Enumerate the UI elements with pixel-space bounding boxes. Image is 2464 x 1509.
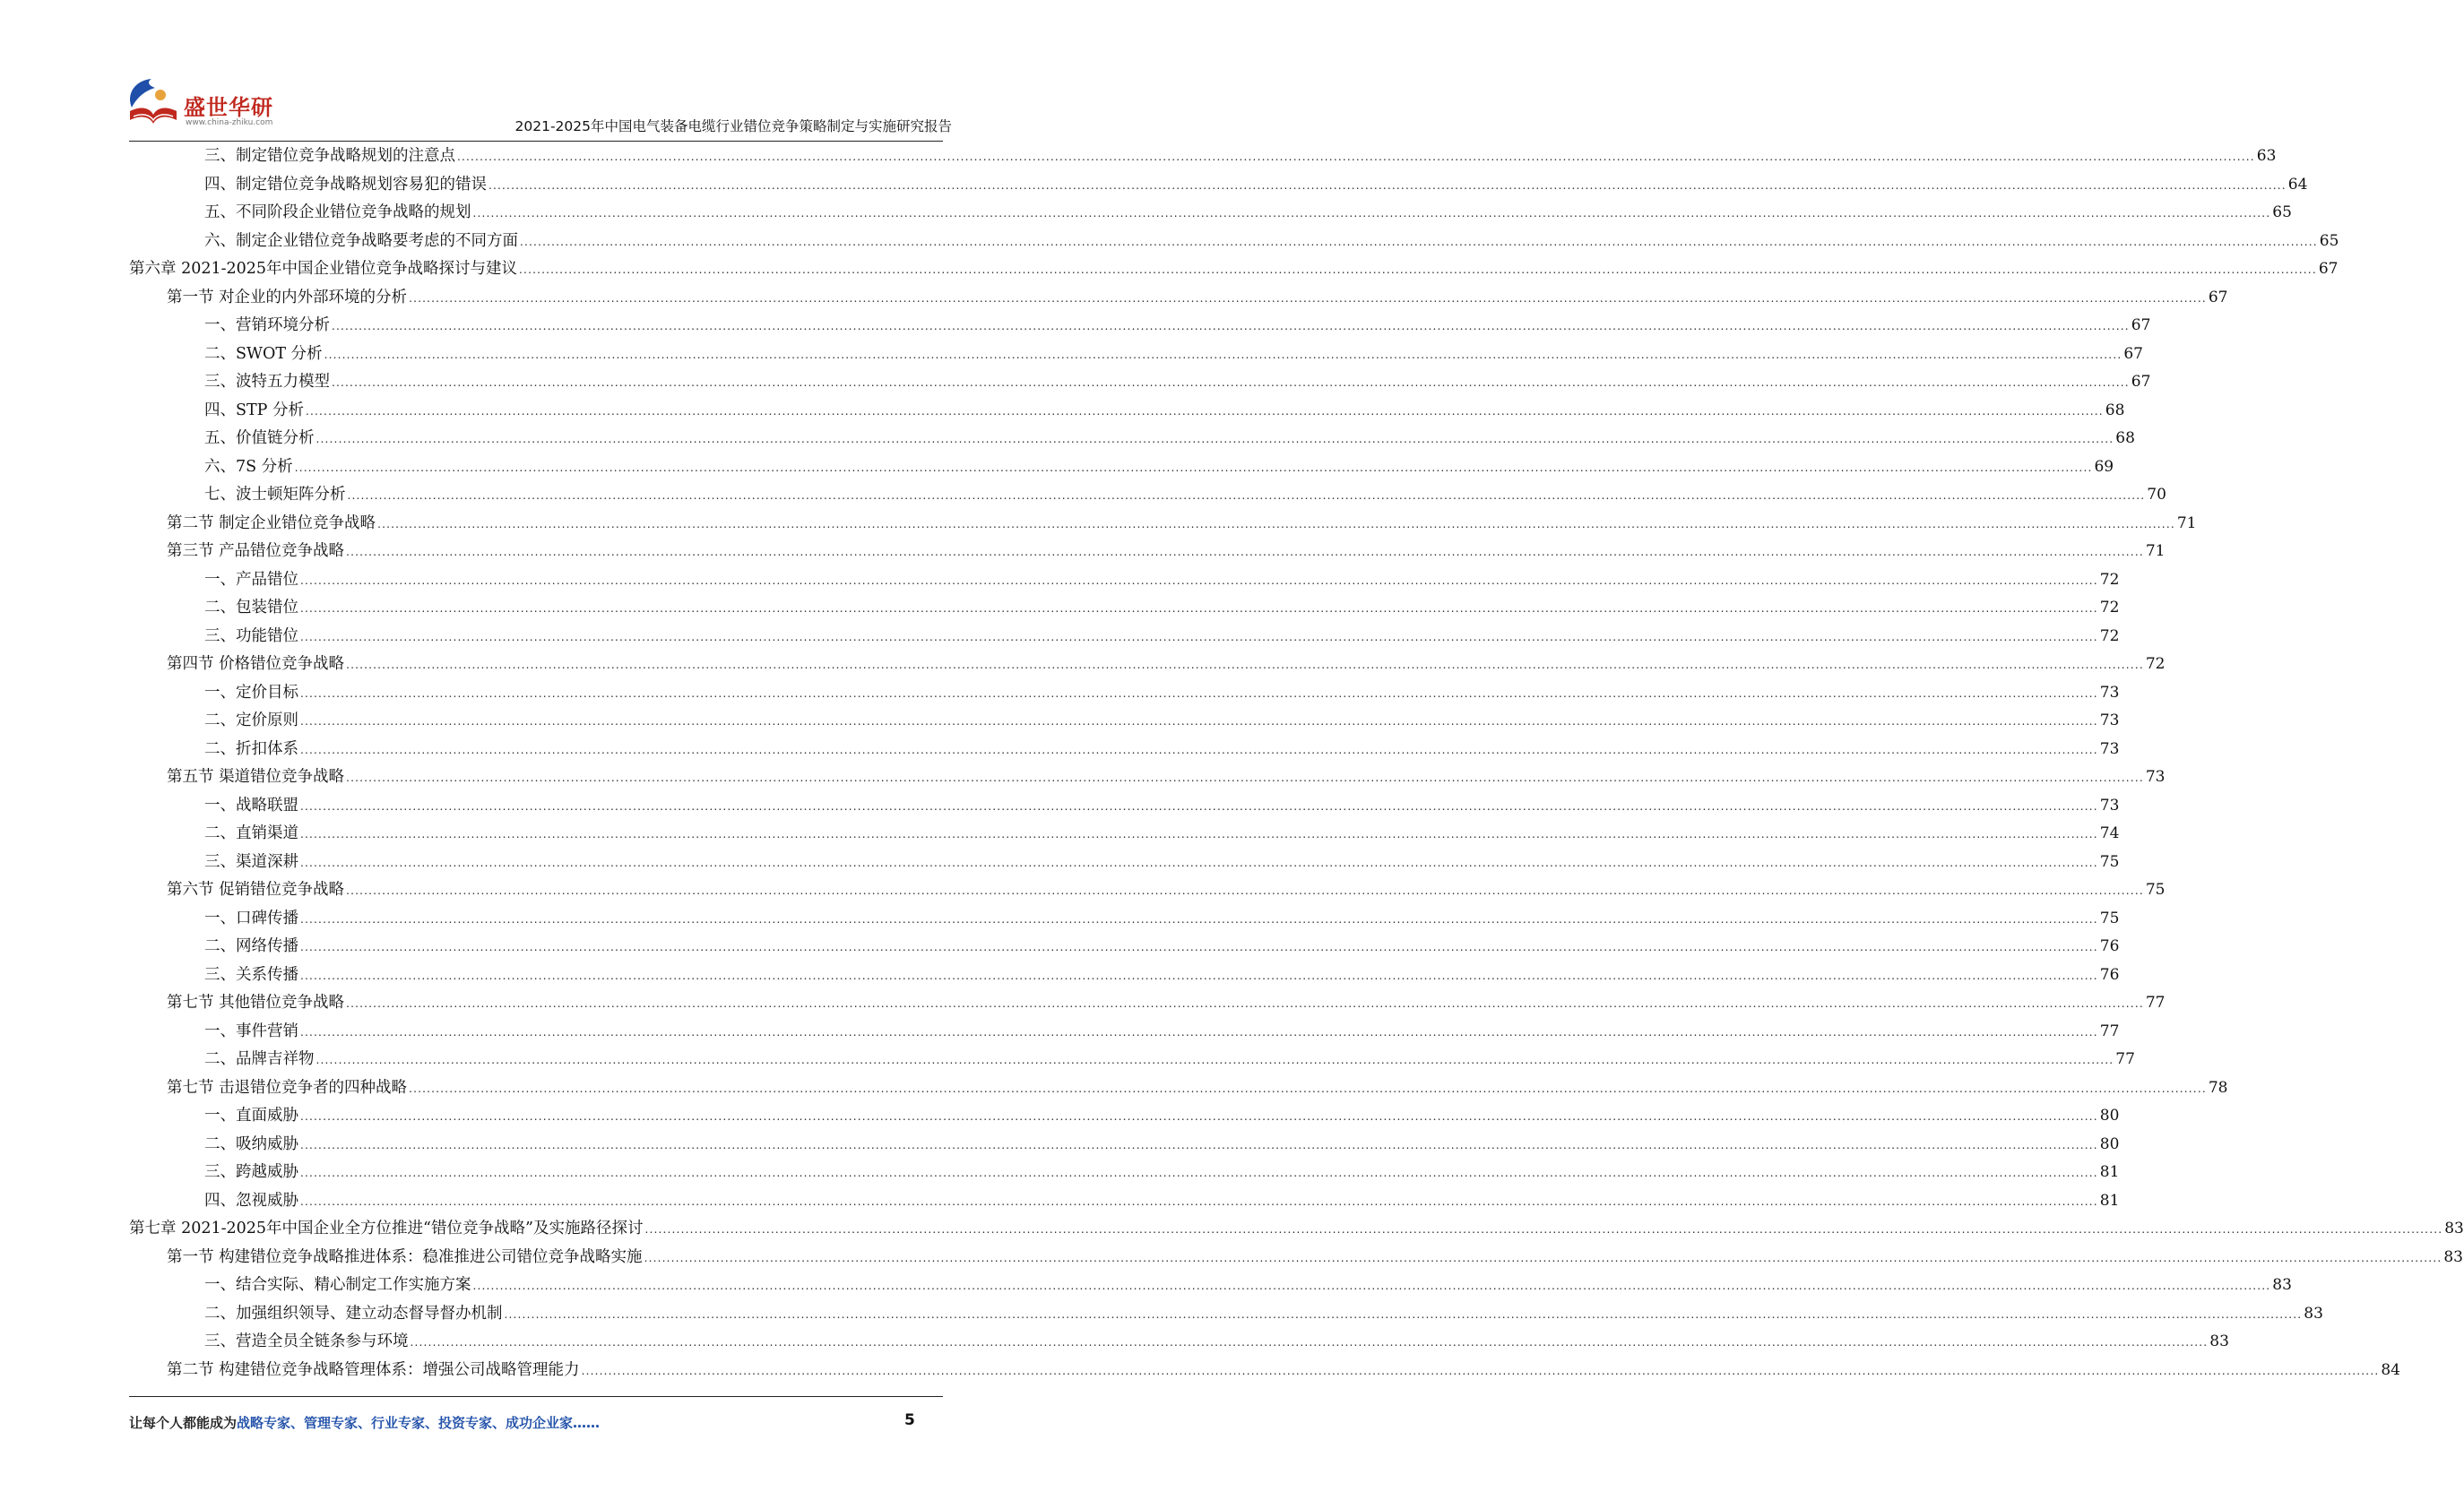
toc-entry-title: 二、加强组织领导、建立动态督导督办机制 <box>204 1304 503 1323</box>
toc-subsection-entry[interactable] <box>129 425 2135 453</box>
toc-section-entry[interactable] <box>129 510 2197 539</box>
toc-dot-leader: ................................................................................................................................................................................................................................................................................................................................................................................................................ <box>644 1251 2442 1264</box>
toc-entry-title: 一、定价目标 <box>204 683 298 702</box>
toc-entry-page: 76 <box>2099 965 2120 984</box>
toc-entry-page: 83 <box>2304 1304 2323 1323</box>
toc-entry-page: 71 <box>2176 513 2197 532</box>
toc-entry-title: 第七节 击退错位竞争者的四种战略 <box>167 1078 408 1097</box>
toc-subsection-entry[interactable] <box>129 792 2120 821</box>
toc-subsection-entry[interactable] <box>129 1328 2229 1357</box>
toc-dot-leader: ................................................................................................................................................................................................................................................................................................................................................................................................................ <box>300 1138 2098 1151</box>
toc-entry-title: 三、跨越威胁 <box>204 1163 298 1181</box>
toc-subsection-entry[interactable] <box>129 736 2120 764</box>
footer-slogan-suffix: …… <box>573 1415 601 1431</box>
toc-entry-page: 71 <box>2145 542 2166 560</box>
toc-dot-leader: ................................................................................................................................................................................................................................................................................................................................................................................................................ <box>300 1194 2098 1208</box>
header-divider <box>129 141 943 142</box>
toc-entry-page: 76 <box>2099 937 2120 955</box>
toc-entry-title: 三、营造全员全链条参与环境 <box>204 1332 409 1350</box>
toc-entry-title: 三、渠道深耕 <box>204 852 298 871</box>
toc-subsection-entry[interactable] <box>129 199 2292 228</box>
toc-dot-leader: ................................................................................................................................................................................................................................................................................................................................................................................................................ <box>300 602 2098 615</box>
toc-entry-page: 68 <box>2115 429 2135 447</box>
toc-entry-page: 67 <box>2208 288 2228 306</box>
toc-dot-leader: ................................................................................................................................................................................................................................................................................................................................................................................................................ <box>300 715 2098 728</box>
toc-section-entry[interactable] <box>129 284 2228 313</box>
toc-entry-page: 67 <box>2123 344 2143 363</box>
brand-logo <box>125 75 286 134</box>
toc-dot-leader: ................................................................................................................................................................................................................................................................................................................................................................................................................ <box>504 1307 2303 1321</box>
toc-entry-title: 二、网络传播 <box>204 937 298 955</box>
toc-section-entry[interactable] <box>129 989 2166 1018</box>
toc-subsection-entry[interactable] <box>129 1300 2323 1329</box>
toc-entry-page: 65 <box>2272 203 2292 221</box>
toc-subsection-entry[interactable] <box>129 341 2143 369</box>
toc-dot-leader: ................................................................................................................................................................................................................................................................................................................................................................................................................ <box>300 743 2098 756</box>
toc-dot-leader: ................................................................................................................................................................................................................................................................................................................................................................................................................ <box>519 263 2317 276</box>
toc-dot-leader: ................................................................................................................................................................................................................................................................................................................................................................................................................ <box>332 376 2130 389</box>
page-header <box>0 0 1068 143</box>
toc-entry-title: 一、结合实际、精心制定工作实施方案 <box>204 1276 471 1294</box>
toc-dot-leader: ................................................................................................................................................................................................................................................................................................................................................................................................................ <box>346 997 2144 1010</box>
toc-entry-title: 第七章 2021-2025年中国企业全方位推进“错位竞争战略”及实施路径探讨 <box>129 1220 644 1237</box>
document-title: 2021-2025年中国电气装备电缆行业错位竞争策略制定与实施研究报告 <box>514 118 952 134</box>
toc-entry-title: 六、制定企业错位竞争战略要考虑的不同方面 <box>204 231 518 250</box>
toc-entry-title: 第四节 价格错位竞争战略 <box>167 655 345 673</box>
toc-entry-page: 77 <box>2145 994 2166 1012</box>
toc-subsection-entry[interactable] <box>129 368 2151 397</box>
toc-entry-title: 一、战略联盟 <box>204 796 298 815</box>
toc-dot-leader: ................................................................................................................................................................................................................................................................................................................................................................................................................ <box>316 1054 2114 1066</box>
toc-entry-page: 65 <box>2319 231 2339 250</box>
toc-entry-page: 63 <box>2256 147 2277 165</box>
toc-dot-leader: ................................................................................................................................................................................................................................................................................................................................................................................................................ <box>300 799 2098 813</box>
toc-subsection-entry[interactable] <box>129 481 2166 510</box>
toc-entry-page: 84 <box>2381 1360 2400 1379</box>
toc-entry-title: 一、口碑传播 <box>204 909 298 927</box>
toc-entry-page: 72 <box>2099 599 2120 617</box>
toc-dot-leader: ................................................................................................................................................................................................................................................................................................................................................................................................................ <box>300 1167 2098 1179</box>
book-logo-icon <box>125 75 182 131</box>
toc-entry-title: 一、直面威胁 <box>204 1107 298 1125</box>
toc-entry-page: 77 <box>2099 1022 2120 1040</box>
toc-subsection-entry[interactable] <box>129 1159 2120 1187</box>
toc-entry-title: 三、制定错位竞争战略规划的注意点 <box>204 147 455 165</box>
toc-dot-leader: ................................................................................................................................................................................................................................................................................................................................................................................................................ <box>346 659 2144 671</box>
toc-subsection-entry[interactable] <box>129 228 2339 256</box>
toc-entry-page: 67 <box>2318 260 2339 278</box>
toc-dot-leader: ................................................................................................................................................................................................................................................................................................................................................................................................................ <box>520 235 2318 248</box>
toc-entry-title: 二、直销渠道 <box>204 824 298 842</box>
toc-entry-title: 四、制定错位竞争战略规划容易犯的错误 <box>204 175 487 194</box>
toc-chapter-entry[interactable] <box>129 255 2339 284</box>
toc-subsection-entry[interactable] <box>129 1102 2120 1131</box>
toc-entry-title: 三、波特五力模型 <box>204 373 330 391</box>
toc-subsection-entry[interactable] <box>129 453 2114 482</box>
toc-entry-title: 二、吸纳威胁 <box>204 1134 298 1153</box>
toc-dot-leader: ................................................................................................................................................................................................................................................................................................................................................................................................................ <box>644 1223 2443 1236</box>
toc-entry-title: 二、折扣体系 <box>204 739 298 758</box>
toc-entry-page: 67 <box>2131 316 2151 334</box>
toc-entry-title: 三、关系传播 <box>204 965 298 984</box>
toc-entry-page: 67 <box>2131 373 2151 391</box>
toc-entry-title: 第一节 构建错位竞争战略推进体系：稳准推进公司错位竞争战略实施 <box>167 1247 643 1266</box>
footer-divider <box>129 1396 943 1397</box>
toc-dot-leader: ................................................................................................................................................................................................................................................................................................................................................................................................................ <box>294 461 2093 474</box>
toc-entry-title: 四、STP 分析 <box>204 401 304 419</box>
toc-entry-page: 72 <box>2145 655 2166 673</box>
toc-entry-page: 74 <box>2099 824 2120 842</box>
toc-entry-page: 83 <box>2272 1276 2292 1294</box>
toc-dot-leader: ................................................................................................................................................................................................................................................................................................................................................................................................................ <box>324 348 2122 361</box>
footer-slogan-prefix: 让每个人都能成为 <box>129 1415 238 1431</box>
toc-chapter-entry[interactable] <box>129 1215 2464 1244</box>
toc-section-entry[interactable] <box>129 1074 2228 1103</box>
toc-dot-leader: ................................................................................................................................................................................................................................................................................................................................................................................................................ <box>472 207 2271 220</box>
toc-section-entry[interactable] <box>129 1357 2400 1385</box>
toc-entry-page: 75 <box>2099 909 2120 927</box>
toc-entry-title: 第六章 2021-2025年中国企业错位竞争战略探讨与建议 <box>129 260 518 278</box>
toc-entry-page: 83 <box>2443 1247 2463 1266</box>
toc-entry-title: 第三节 产品错位竞争战略 <box>167 542 345 560</box>
toc-section-entry[interactable] <box>129 876 2166 905</box>
toc-entry-page: 78 <box>2208 1078 2228 1097</box>
toc-dot-leader: ................................................................................................................................................................................................................................................................................................................................................................................................................ <box>347 489 2146 502</box>
toc-dot-leader: ................................................................................................................................................................................................................................................................................................................................................................................................................ <box>457 151 2255 163</box>
toc-entry-title: 一、产品错位 <box>204 570 298 589</box>
toc-dot-leader: ................................................................................................................................................................................................................................................................................................................................................................................................................ <box>306 404 2104 418</box>
toc-dot-leader: ................................................................................................................................................................................................................................................................................................................................................................................................................ <box>300 828 2098 841</box>
toc-dot-leader: ................................................................................................................................................................................................................................................................................................................................................................................................................ <box>300 856 2098 869</box>
brand-url: www.china-zhiku.com <box>186 118 273 127</box>
toc-section-entry[interactable] <box>129 1244 2463 1272</box>
toc-dot-leader: ................................................................................................................................................................................................................................................................................................................................................................................................................ <box>377 517 2175 530</box>
toc-subsection-entry[interactable] <box>129 707 2120 736</box>
toc-entry-title: 五、不同阶段企业错位竞争战略的规划 <box>204 203 471 221</box>
toc-entry-page: 81 <box>2099 1191 2120 1210</box>
toc-subsection-entry[interactable] <box>129 623 2120 651</box>
toc-entry-page: 75 <box>2099 852 2120 871</box>
toc-dot-leader: ................................................................................................................................................................................................................................................................................................................................................................................................................ <box>300 941 2098 953</box>
toc-subsection-entry[interactable] <box>129 594 2120 623</box>
toc-section-entry[interactable] <box>129 651 2166 679</box>
toc-subsection-entry[interactable] <box>129 679 2120 708</box>
toc-subsection-entry[interactable] <box>129 566 2120 595</box>
toc-entry-page: 83 <box>2444 1220 2464 1237</box>
toc-entry-title: 三、功能错位 <box>204 626 298 645</box>
toc-subsection-entry[interactable] <box>129 1272 2292 1300</box>
toc-section-entry[interactable] <box>129 763 2166 792</box>
toc-entry-title: 二、定价原则 <box>204 711 298 729</box>
toc-entry-title: 四、忽视威胁 <box>204 1191 298 1210</box>
toc-dot-leader: ................................................................................................................................................................................................................................................................................................................................................................................................................ <box>300 630 2098 643</box>
toc-subsection-entry[interactable] <box>129 1046 2135 1074</box>
toc-entry-title: 六、7S 分析 <box>204 457 293 476</box>
page-number: 5 <box>904 1411 915 1429</box>
toc-dot-leader: ................................................................................................................................................................................................................................................................................................................................................................................................................ <box>332 320 2130 332</box>
toc-entry-page: 72 <box>2099 626 2120 645</box>
toc-entry-title: 第二节 制定企业错位竞争战略 <box>167 513 376 532</box>
toc-subsection-entry[interactable] <box>129 1187 2120 1216</box>
toc-entry-title: 一、营销环境分析 <box>204 316 330 334</box>
toc-entry-title: 第六节 促销错位竞争战略 <box>167 881 345 899</box>
toc-subsection-entry[interactable] <box>129 397 2125 426</box>
toc-entry-page: 73 <box>2099 711 2120 729</box>
brand-name: 盛世华研 <box>184 95 273 120</box>
toc-subsection-entry[interactable] <box>129 905 2120 934</box>
toc-subsection-entry[interactable] <box>129 312 2151 341</box>
table-of-contents <box>129 142 2464 1384</box>
toc-entry-page: 64 <box>2287 175 2308 194</box>
toc-dot-leader: ................................................................................................................................................................................................................................................................................................................................................................................................................ <box>346 772 2144 784</box>
toc-dot-leader: ................................................................................................................................................................................................................................................................................................................................................................................................................ <box>300 1110 2098 1123</box>
toc-subsection-entry[interactable] <box>129 849 2120 877</box>
toc-subsection-entry[interactable] <box>129 1018 2120 1047</box>
toc-entry-page: 73 <box>2145 768 2166 786</box>
toc-entry-page: 81 <box>2099 1163 2120 1181</box>
toc-dot-leader: ................................................................................................................................................................................................................................................................................................................................................................................................................ <box>300 573 2098 587</box>
toc-subsection-entry[interactable] <box>129 1131 2120 1160</box>
toc-entry-title: 二、包装错位 <box>204 599 298 617</box>
toc-dot-leader: ................................................................................................................................................................................................................................................................................................................................................................................................................ <box>581 1364 2380 1377</box>
toc-entry-title: 第二节 构建错位竞争战略管理体系：增强公司战略管理能力 <box>167 1360 580 1379</box>
toc-subsection-entry[interactable] <box>129 961 2120 990</box>
toc-subsection-entry[interactable] <box>129 171 2308 200</box>
toc-entry-page: 73 <box>2099 796 2120 815</box>
toc-entry-title: 第七节 其他错位竞争战略 <box>167 994 345 1012</box>
toc-entry-page: 69 <box>2094 457 2114 476</box>
toc-dot-leader: ................................................................................................................................................................................................................................................................................................................................................................................................................ <box>409 1082 2207 1095</box>
toc-entry-page: 73 <box>2099 739 2120 758</box>
toc-section-entry[interactable] <box>129 538 2166 566</box>
toc-dot-leader: ................................................................................................................................................................................................................................................................................................................................................................................................................ <box>409 291 2207 305</box>
toc-dot-leader: ................................................................................................................................................................................................................................................................................................................................................................................................................ <box>472 1280 2271 1292</box>
toc-entry-page: 80 <box>2099 1107 2120 1125</box>
toc-subsection-entry[interactable] <box>129 142 2277 171</box>
toc-entry-title: 一、事件营销 <box>204 1022 298 1040</box>
toc-entry-page: 75 <box>2145 881 2166 899</box>
toc-entry-title: 五、价值链分析 <box>204 429 315 447</box>
toc-entry-page: 83 <box>2209 1332 2229 1350</box>
toc-dot-leader: ................................................................................................................................................................................................................................................................................................................................................................................................................ <box>316 433 2114 445</box>
toc-dot-leader: ................................................................................................................................................................................................................................................................................................................................................................................................................ <box>346 884 2144 897</box>
toc-entry-title: 第五节 渠道错位竞争战略 <box>167 768 345 786</box>
toc-entry-page: 68 <box>2105 401 2125 419</box>
toc-dot-leader: ................................................................................................................................................................................................................................................................................................................................................................................................................ <box>300 686 2098 700</box>
toc-subsection-entry[interactable] <box>129 820 2120 849</box>
toc-entry-page: 73 <box>2099 683 2120 702</box>
toc-subsection-entry[interactable] <box>129 933 2120 961</box>
toc-entry-page: 70 <box>2147 486 2166 504</box>
toc-dot-leader: ................................................................................................................................................................................................................................................................................................................................................................................................................ <box>300 1025 2098 1039</box>
toc-dot-leader: ................................................................................................................................................................................................................................................................................................................................................................................................................ <box>300 969 2098 982</box>
toc-dot-leader: ................................................................................................................................................................................................................................................................................................................................................................................................................ <box>410 1336 2209 1349</box>
toc-entry-title: 第一节 对企业的内外部环境的分析 <box>167 288 408 306</box>
toc-entry-title: 七、波士顿矩阵分析 <box>204 486 346 504</box>
toc-entry-title: 二、品牌吉祥物 <box>204 1050 315 1068</box>
toc-entry-page: 72 <box>2099 570 2120 589</box>
toc-entry-page: 80 <box>2099 1134 2120 1153</box>
toc-entry-title: 二、SWOT 分析 <box>204 344 323 363</box>
toc-dot-leader: ................................................................................................................................................................................................................................................................................................................................................................................................................ <box>346 546 2144 558</box>
toc-dot-leader: ................................................................................................................................................................................................................................................................................................................................................................................................................ <box>300 912 2098 926</box>
footer-slogan-highlight: 战略专家、管理专家、行业专家、投资专家、成功企业家 <box>237 1415 574 1431</box>
toc-dot-leader: ................................................................................................................................................................................................................................................................................................................................................................................................................ <box>488 178 2287 192</box>
toc-entry-page: 77 <box>2115 1050 2135 1068</box>
footer-slogan <box>129 1413 600 1432</box>
